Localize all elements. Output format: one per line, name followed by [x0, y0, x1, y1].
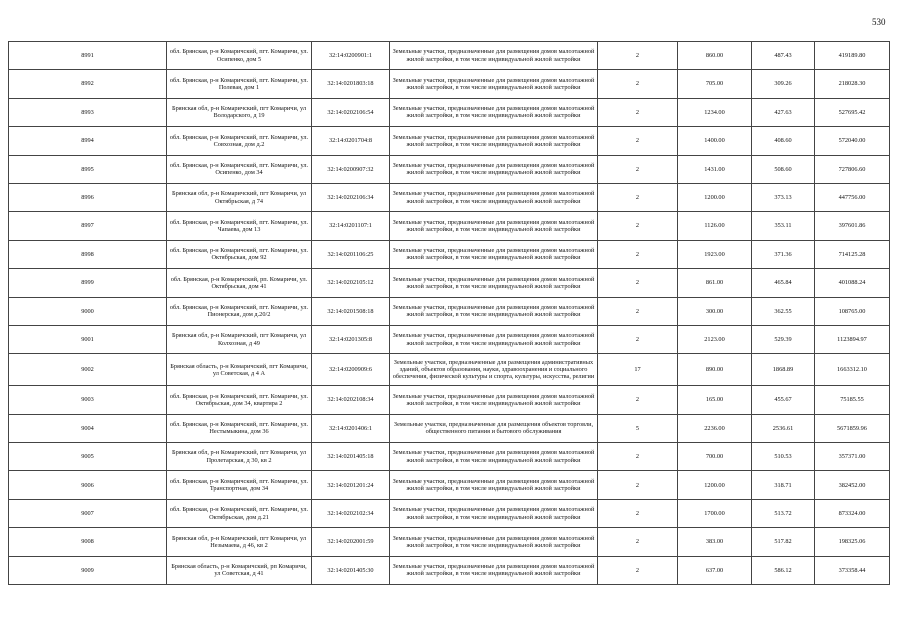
cadastral-value-cell: 357371.00	[815, 443, 890, 471]
address-cell: обл. Брянская, р-н Комаричский, пгт. Комаричи, ул. Осипенко, дом 34	[167, 155, 312, 183]
land-use-cell: Земельные участки, предназначенные для размещения домов малоэтажной жилой застройки, в том числе индивидуальной жилой застройки	[390, 98, 598, 126]
row-number: 8998	[9, 240, 167, 268]
land-use-cell: Земельные участки, предназначенные для размещения домов малоэтажной жилой застройки, в том числе индивидуальной жилой застройки	[390, 443, 598, 471]
land-use-cell: Земельные участки, предназначенные для размещения домов малоэтажной жилой застройки, в том числе индивидуальной жилой застройки	[390, 240, 598, 268]
row-number: 9009	[9, 556, 167, 584]
cadastral-number-cell: 32:14:0201704:8	[312, 127, 390, 155]
cadastral-value-cell: 5671859.96	[815, 414, 890, 442]
group-cell: 17	[598, 354, 678, 386]
group-cell: 2	[598, 240, 678, 268]
specific-value-cell: 427.63	[752, 98, 815, 126]
table-row	[9, 556, 890, 584]
row-number: 9008	[9, 528, 167, 556]
table-row	[9, 414, 890, 442]
cadastral-number-cell: 32:14:0200901:1	[312, 42, 390, 70]
area-cell: 1700.00	[678, 499, 752, 527]
cadastral-value-cell: 1123894.97	[815, 325, 890, 353]
table-row	[9, 443, 890, 471]
specific-value-cell: 513.72	[752, 499, 815, 527]
cadastral-value-cell: 1663312.10	[815, 354, 890, 386]
address-cell: обл. Брянская, р-н Комаричский, пгт. Комаричи, ул. Транспортная, дом 34	[167, 471, 312, 499]
table-row	[9, 269, 890, 297]
specific-value-cell: 408.60	[752, 127, 815, 155]
table-row	[9, 499, 890, 527]
table-row	[9, 127, 890, 155]
table-row	[9, 155, 890, 183]
specific-value-cell: 586.12	[752, 556, 815, 584]
address-cell: Брянская обл, р-н Комаричский, пгт Комаричи, ул Колхозная, д 49	[167, 325, 312, 353]
row-number: 8997	[9, 212, 167, 240]
cadastral-value-cell: 218028.30	[815, 70, 890, 98]
area-cell: 1923.00	[678, 240, 752, 268]
land-use-cell: Земельные участки, предназначенные для размещения домов малоэтажной жилой застройки, в том числе индивидуальной жилой застройки	[390, 386, 598, 414]
group-cell: 5	[598, 414, 678, 442]
area-cell: 705.00	[678, 70, 752, 98]
land-use-cell: Земельные участки, предназначенные для размещения домов малоэтажной жилой застройки, в том числе индивидуальной жилой застройки	[390, 325, 598, 353]
table-row	[9, 354, 890, 386]
cadastral-number-cell: 32:14:0202108:34	[312, 386, 390, 414]
group-cell: 2	[598, 325, 678, 353]
address-cell: Брянская обл, р-н Комаричский, пгт Комаричи, ул Октябрьская, д 74	[167, 183, 312, 211]
group-cell: 2	[598, 471, 678, 499]
specific-value-cell: 373.13	[752, 183, 815, 211]
cadastral-value-cell: 75185.55	[815, 386, 890, 414]
group-cell: 2	[598, 98, 678, 126]
area-cell: 2123.00	[678, 325, 752, 353]
cadastral-value-cell: 198325.06	[815, 528, 890, 556]
group-cell: 2	[598, 183, 678, 211]
cadastral-number-cell: 32:14:0202106:34	[312, 183, 390, 211]
land-use-cell: Земельные участки, предназначенные для размещения домов малоэтажной жилой застройки, в том числе индивидуальной жилой застройки	[390, 269, 598, 297]
address-cell: Брянская обл, р-н Комаричский, пгт Комаричи, ул Незымаева, д 46, кв 2	[167, 528, 312, 556]
specific-value-cell: 318.71	[752, 471, 815, 499]
table-row	[9, 528, 890, 556]
row-number: 9002	[9, 354, 167, 386]
cadastral-number-cell: 32:14:0202001:59	[312, 528, 390, 556]
cadastral-value-cell: 527695.42	[815, 98, 890, 126]
table-row	[9, 98, 890, 126]
area-cell: 1400.00	[678, 127, 752, 155]
land-use-cell: Земельные участки, предназначенные для размещения домов малоэтажной жилой застройки, в том числе индивидуальной жилой застройки	[390, 471, 598, 499]
group-cell: 2	[598, 443, 678, 471]
group-cell: 2	[598, 155, 678, 183]
cadastral-number-cell: 32:14:0200907:32	[312, 155, 390, 183]
group-cell: 2	[598, 212, 678, 240]
address-cell: Брянская обл, р-н Комаричский, пгт Комаричи, ул Володарского, д 19	[167, 98, 312, 126]
cadastral-value-cell: 447756.00	[815, 183, 890, 211]
group-cell: 2	[598, 269, 678, 297]
land-use-cell: Земельные участки, предназначенные для размещения домов малоэтажной жилой застройки, в том числе индивидуальной жилой застройки	[390, 297, 598, 325]
cadastral-value-cell: 108765.00	[815, 297, 890, 325]
cadastral-value-cell: 382452.00	[815, 471, 890, 499]
land-use-cell: Земельные участки, предназначенные для размещения домов малоэтажной жилой застройки, в том числе индивидуальной жилой застройки	[390, 70, 598, 98]
table-row	[9, 297, 890, 325]
cadastral-value-cell: 397601.86	[815, 212, 890, 240]
cadastral-number-cell: 32:14:0200909:6	[312, 354, 390, 386]
area-cell: 1200.00	[678, 183, 752, 211]
table-row	[9, 183, 890, 211]
area-cell: 2236.00	[678, 414, 752, 442]
group-cell: 2	[598, 528, 678, 556]
address-cell: обл. Брянская, р-н Комаричский, рп. Комаричи, ул. Октябрьская, дом 41	[167, 269, 312, 297]
group-cell: 2	[598, 556, 678, 584]
row-number: 9000	[9, 297, 167, 325]
area-cell: 1200.00	[678, 471, 752, 499]
table-row	[9, 240, 890, 268]
area-cell: 383.00	[678, 528, 752, 556]
land-use-cell: Земельные участки, предназначенные для размещения домов малоэтажной жилой застройки, в том числе индивидуальной жилой застройки	[390, 556, 598, 584]
address-cell: обл. Брянская, р-н Комаричский, пгт. Комаричи, ул. Совхозная, дом д.2	[167, 127, 312, 155]
cadastral-value-cell: 714125.28	[815, 240, 890, 268]
specific-value-cell: 529.39	[752, 325, 815, 353]
cadastral-number-cell: 32:14:0202102:34	[312, 499, 390, 527]
cadastral-number-cell: 32:14:0201201:24	[312, 471, 390, 499]
address-cell: обл. Брянская, р-н Комаричский, пгт. Комаричи, ул. Полевая, дом 1	[167, 70, 312, 98]
specific-value-cell: 371.36	[752, 240, 815, 268]
cadastral-number-cell: 32:14:0201508:18	[312, 297, 390, 325]
area-cell: 1431.00	[678, 155, 752, 183]
area-cell: 860.00	[678, 42, 752, 70]
cadastral-value-cell: 873324.00	[815, 499, 890, 527]
specific-value-cell: 309.26	[752, 70, 815, 98]
specific-value-cell: 1868.89	[752, 354, 815, 386]
land-use-cell: Земельные участки, предназначенные для размещения объектов торговли, общественного питания и бытового обслуживания	[390, 414, 598, 442]
land-use-cell: Земельные участки, предназначенные для размещения домов малоэтажной жилой застройки, в том числе индивидуальной жилой застройки	[390, 499, 598, 527]
group-cell: 2	[598, 297, 678, 325]
table-row	[9, 70, 890, 98]
cadastral-number-cell: 32:14:0201107:1	[312, 212, 390, 240]
address-cell: обл. Брянская, р-н Комаричский, пгт. Комаричи, ул. Октябрьская, дом 92	[167, 240, 312, 268]
row-number: 9004	[9, 414, 167, 442]
cadastral-number-cell: 32:14:0202106:54	[312, 98, 390, 126]
row-number: 8999	[9, 269, 167, 297]
row-number: 8994	[9, 127, 167, 155]
cadastral-value-cell: 727806.60	[815, 155, 890, 183]
cadastral-number-cell: 32:14:0201405:30	[312, 556, 390, 584]
specific-value-cell: 362.55	[752, 297, 815, 325]
group-cell: 2	[598, 70, 678, 98]
table-row	[9, 386, 890, 414]
area-cell: 1126.00	[678, 212, 752, 240]
address-cell: обл. Брянская, р-н Комаричский, пгт. Комаричи, ул. Осипенко, дом 5	[167, 42, 312, 70]
row-number: 8996	[9, 183, 167, 211]
land-use-cell: Земельные участки, предназначенные для размещения домов малоэтажной жилой застройки, в том числе индивидуальной жилой застройки	[390, 127, 598, 155]
land-use-cell: Земельные участки, предназначенные для размещения домов малоэтажной жилой застройки, в том числе индивидуальной жилой застройки	[390, 528, 598, 556]
address-cell: Брянская область, р-н Комаричский, рп Комаричи, ул Советская, д 41	[167, 556, 312, 584]
row-number: 8991	[9, 42, 167, 70]
area-cell: 1234.00	[678, 98, 752, 126]
cadastral-number-cell: 32:14:0201406:1	[312, 414, 390, 442]
row-number: 9006	[9, 471, 167, 499]
cadastral-value-cell: 373358.44	[815, 556, 890, 584]
specific-value-cell: 508.60	[752, 155, 815, 183]
specific-value-cell: 353.11	[752, 212, 815, 240]
address-cell: обл. Брянская, р-н Комаричский, пгт. Комаричи, ул. Пионерская, дом д.20/2	[167, 297, 312, 325]
group-cell: 2	[598, 127, 678, 155]
table-row	[9, 325, 890, 353]
area-cell: 700.00	[678, 443, 752, 471]
row-number: 9007	[9, 499, 167, 527]
land-use-cell: Земельные участки, предназначенные для размещения административных зданий, объектов образования, науки, здравоохранения и социального обеспечения, физической культуры и спорта, культуры, искусства, религии	[390, 354, 598, 386]
page-number: 530	[872, 17, 886, 27]
area-cell: 890.00	[678, 354, 752, 386]
cadastral-number-cell: 32:14:0201803:18	[312, 70, 390, 98]
cadastral-number-cell: 32:14:0201405:18	[312, 443, 390, 471]
specific-value-cell: 2536.61	[752, 414, 815, 442]
specific-value-cell: 455.67	[752, 386, 815, 414]
cadastral-value-cell: 401088.24	[815, 269, 890, 297]
row-number: 8992	[9, 70, 167, 98]
address-cell: обл. Брянская, р-н Комаричский, пгт. Комаричи, ул. Нестымыкина, дом 36	[167, 414, 312, 442]
land-use-cell: Земельные участки, предназначенные для размещения домов малоэтажной жилой застройки, в том числе индивидуальной жилой застройки	[390, 183, 598, 211]
row-number: 8995	[9, 155, 167, 183]
row-number: 8993	[9, 98, 167, 126]
cadastral-number-cell: 32:14:0201305:8	[312, 325, 390, 353]
address-cell: обл. Брянская, р-н Комаричский, пгт. Комаричи, ул. Октябрьская, дом д.21	[167, 499, 312, 527]
area-cell: 637.00	[678, 556, 752, 584]
group-cell: 2	[598, 42, 678, 70]
address-cell: Брянская область, р-н Комаричский, пгт Комаричи, ул Советская, д 4 А	[167, 354, 312, 386]
row-number: 9001	[9, 325, 167, 353]
specific-value-cell: 465.84	[752, 269, 815, 297]
table-row	[9, 42, 890, 70]
address-cell: обл. Брянская, р-н Комаричский, пгт. Комаричи, ул. Октябрьская, дом 34, квартира 2	[167, 386, 312, 414]
land-use-cell: Земельные участки, предназначенные для размещения домов малоэтажной жилой застройки, в том числе индивидуальной жилой застройки	[390, 155, 598, 183]
specific-value-cell: 517.82	[752, 528, 815, 556]
table-body	[9, 42, 890, 585]
address-cell: обл. Брянская, р-н Комаричский, пгт. Комаричи, ул. Чапаева, дом 13	[167, 212, 312, 240]
cadastral-number-cell: 32:14:0202105:12	[312, 269, 390, 297]
area-cell: 165.00	[678, 386, 752, 414]
specific-value-cell: 510.53	[752, 443, 815, 471]
cadastral-value-cell: 572040.00	[815, 127, 890, 155]
address-cell: Брянская обл, р-н Комаричский, пгт Комаричи, ул Пролетарская, д 30, кв 2	[167, 443, 312, 471]
land-use-cell: Земельные участки, предназначенные для размещения домов малоэтажной жилой застройки, в том числе индивидуальной жилой застройки	[390, 212, 598, 240]
specific-value-cell: 487.43	[752, 42, 815, 70]
table-row	[9, 471, 890, 499]
land-use-cell: Земельные участки, предназначенные для размещения домов малоэтажной жилой застройки, в том числе индивидуальной жилой застройки	[390, 42, 598, 70]
row-number: 9003	[9, 386, 167, 414]
row-number: 9005	[9, 443, 167, 471]
area-cell: 861.00	[678, 269, 752, 297]
land-registry-table	[8, 41, 890, 585]
group-cell: 2	[598, 499, 678, 527]
cadastral-number-cell: 32:14:0201106:25	[312, 240, 390, 268]
area-cell: 300.00	[678, 297, 752, 325]
cadastral-value-cell: 419189.80	[815, 42, 890, 70]
group-cell: 2	[598, 386, 678, 414]
table-row	[9, 212, 890, 240]
